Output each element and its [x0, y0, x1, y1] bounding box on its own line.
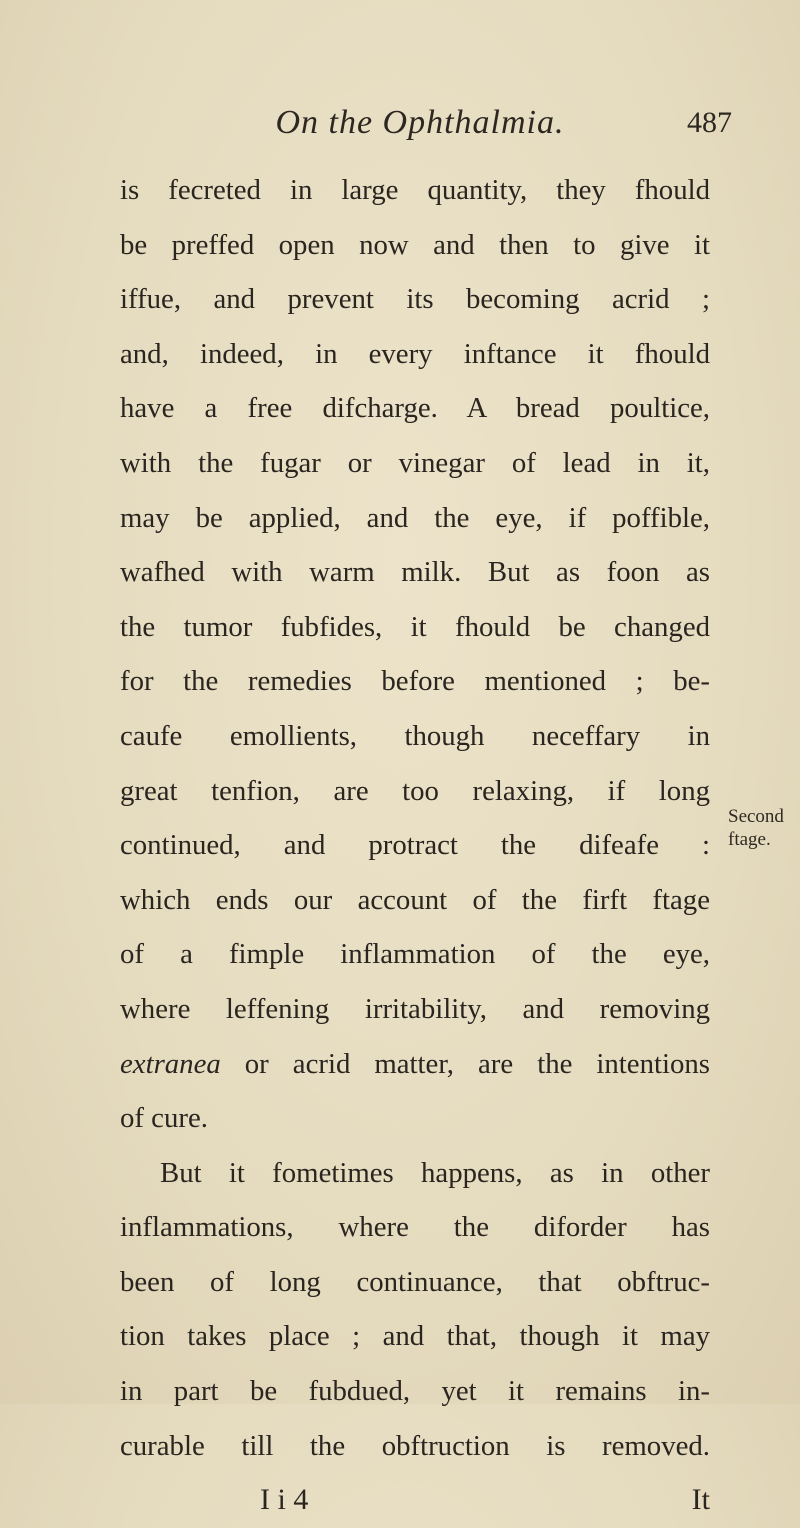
- text-line: continued, and protract the difeafe :: [120, 829, 710, 862]
- text-line: great tenfion, are too relaxing, if long: [120, 774, 710, 807]
- text-line: for the remedies before mentioned ; be-: [120, 665, 710, 698]
- text-line: the tumor fubfides, it fhould be changed: [120, 610, 710, 643]
- text-line: with the fugar or vinegar of lead in it,: [120, 446, 710, 479]
- latin-term: extranea: [120, 1047, 221, 1080]
- paragraph-first-line: But it fometimes happens, as in other: [160, 1156, 710, 1189]
- text-line: of a fimple inflammation of the eye,: [120, 938, 710, 971]
- text-line: in part be fubdued, yet it remains in-: [120, 1375, 710, 1408]
- text-line: and, indeed, in every inftance it fhould: [120, 337, 710, 370]
- page-header: [120, 104, 732, 154]
- text-line: tion takes place ; and that, though it may: [120, 1320, 710, 1353]
- text-line: is fecreted in large quantity, they fhould: [120, 174, 710, 206]
- text-line: be preffed open now and then to give it: [120, 228, 710, 261]
- body-text: [120, 163, 710, 1528]
- text-line: caufe emollients, though neceffary in: [120, 719, 710, 752]
- text-line: wafhed with warm milk. But as foon as: [120, 556, 710, 589]
- text-line-italic-term: extranea or acrid matter, are the intentions: [120, 1047, 710, 1080]
- marginal-note-line: ftage.: [728, 829, 771, 850]
- text-line: iffue, and prevent its becoming acrid ;: [120, 283, 710, 316]
- marginal-note-line: Second: [728, 806, 784, 827]
- signature-mark: I i 4: [260, 1483, 309, 1517]
- page-number: 487: [687, 106, 732, 139]
- catchword: It: [691, 1483, 710, 1517]
- running-title: On the Ophthalmia.: [275, 104, 565, 141]
- text-line: inflammations, where the diforder has: [120, 1211, 710, 1244]
- page-footer: [120, 1473, 710, 1528]
- marginal-note: [728, 805, 800, 851]
- text-line: where leffening irritability, and removing: [120, 992, 710, 1025]
- text-line: have a free difcharge. A bread poultice,: [120, 392, 710, 425]
- text-line: of cure.: [120, 1102, 208, 1135]
- text-line: which ends our account of the firft ftage: [120, 883, 710, 916]
- text-line: been of long continuance, that obftruc-: [120, 1265, 710, 1298]
- text-line: curable till the obftruction is removed.: [120, 1429, 710, 1462]
- text-line: may be applied, and the eye, if poffible,: [120, 501, 710, 534]
